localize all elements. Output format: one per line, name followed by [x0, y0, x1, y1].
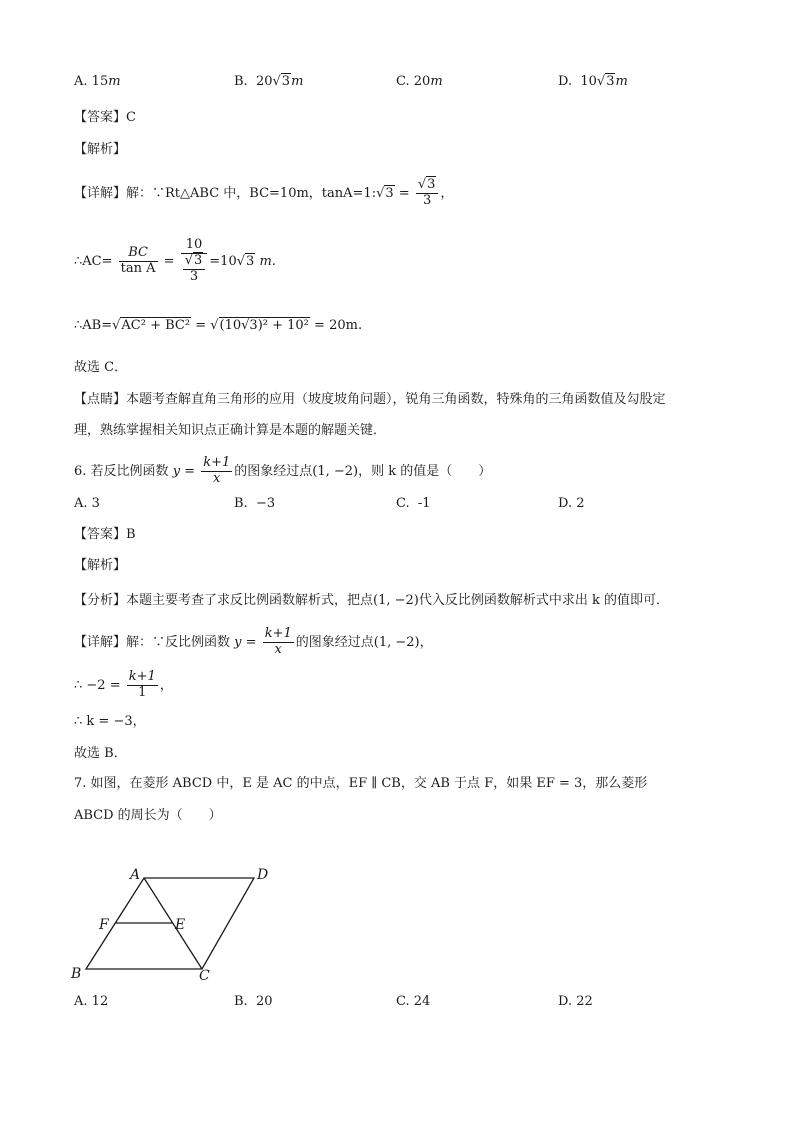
- q7-option-d: D. 22: [558, 994, 593, 1009]
- q6-analysis-tag: 【解析】: [74, 558, 127, 573]
- q5-ac-line: ∴AC= $\frac{BC}{\text{tan A}}$ = $\frac{10}{\frac{√3}{3}}$ =10√3 m.: [74, 237, 276, 284]
- label-b: B: [71, 966, 82, 982]
- q6-step-1: ∴ −2 = $\frac{k+1}{1}$ ，: [74, 669, 173, 700]
- q6-choose: 故选 B．: [74, 746, 127, 761]
- q6-option-a: A. 3: [74, 496, 100, 511]
- q5-option-c: C. 20m: [396, 74, 443, 89]
- q7-option-a: A. 12: [74, 994, 109, 1009]
- label-d: D: [257, 867, 269, 883]
- rhombus-figure: [66, 860, 286, 984]
- q7-stem-line-1: 7. 如图，在菱形 ABCD 中，E 是 AC 的中点，EF ∥ CB，交 AB 于点 F，如果 EF = 3，那么菱形: [74, 776, 648, 791]
- q6-option-b: B. −3: [234, 496, 276, 511]
- q6-stem: 6. 若反比例函数 y = $\frac{k+1}{x}$ 的图象经过点(1, −2)，则 k 的值是（ ）: [74, 455, 492, 486]
- q6-fenxi-line: 【分析】本题主要考查了求反比例函数解析式，把点(1, −2)代入反比例函数解析式中求出 k 的值即可．: [74, 593, 670, 608]
- label-e: E: [175, 917, 186, 933]
- q5-comment-line-2: 理，熟练掌握相关知识点正确计算是本题的解题关键．: [74, 423, 387, 438]
- q5-ab-line: ∴AB=√AC² + BC² = √(10√3)² + 10² = 20m.: [74, 318, 363, 333]
- q5-choose: 故选 C．: [74, 360, 128, 375]
- q5-answer-line: [74, 110, 136, 126]
- q5-option-b: B. 20√3m: [234, 74, 304, 89]
- q7-option-c: C. 24: [396, 994, 431, 1009]
- answer-value: C: [126, 110, 136, 125]
- label-f: F: [99, 917, 109, 933]
- q6-option-c: C. -1: [396, 496, 431, 511]
- q5-analysis-tag: 【解析】: [74, 142, 127, 157]
- answer-tag: 【答案】: [74, 110, 127, 125]
- label-a: A: [130, 867, 141, 883]
- q5-option-a: A. 15m: [74, 74, 121, 89]
- q5-option-d: D. 10√3m: [558, 74, 628, 89]
- label-c: C: [199, 968, 210, 984]
- q6-detail-line: 【详解】解：∵反比例函数 y = $\frac{k+1}{x}$ 的图象经过点(1, −2)，: [74, 626, 433, 657]
- q7-stem-line-2: ABCD 的周长为（ ）: [74, 808, 222, 823]
- q5-detail-line: 【详解】解：∵Rt△ABC 中，BC=10m，tanA=1:√3 = $\frac{√3}{3}$ ，: [74, 177, 454, 208]
- q5-comment-line-1: 【点睛】本题考查解直角三角形的应用（坡度坡角问题），锐角三角函数，特殊角的三角函数值及勾股定: [74, 392, 666, 407]
- q6-option-d: D. 2: [558, 496, 585, 511]
- q7-option-b: B. 20: [234, 994, 273, 1009]
- q6-step-2: ∴ k = −3，: [74, 714, 146, 729]
- q6-answer-line: 【答案】B: [74, 527, 136, 542]
